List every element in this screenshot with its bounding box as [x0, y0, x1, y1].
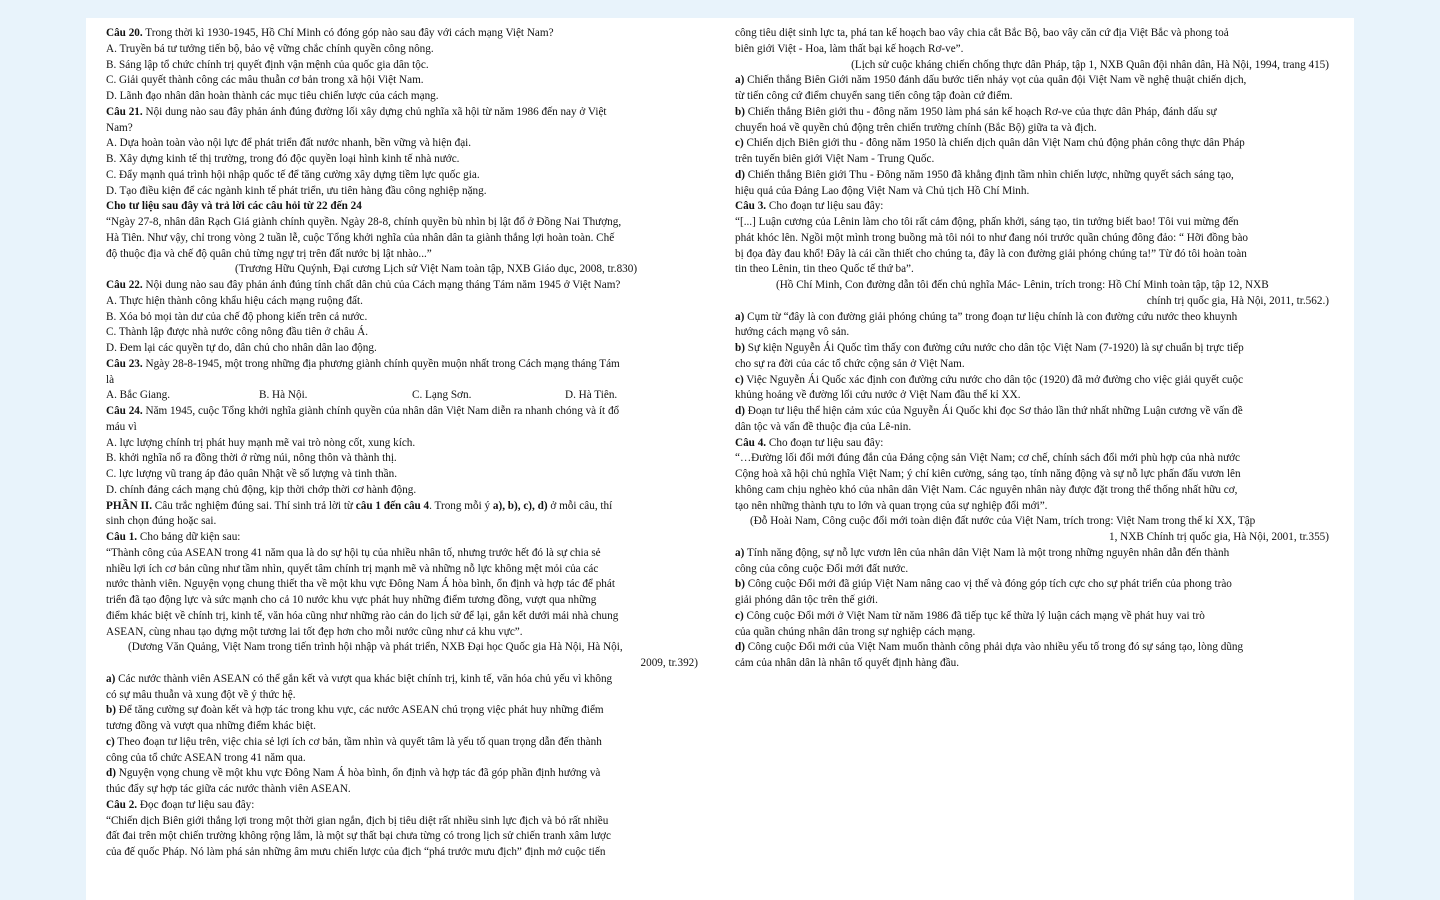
text-line — [106, 215, 698, 231]
option-1: B. Hà Nội. — [259, 389, 308, 402]
question-line — [735, 373, 1329, 389]
line-text: Cộng hoà xã hội chủ nghĩa Việt Nam; ý chí kiên cường, sáng tạo, tính năng động và sự nỗ lực phấn đấu vươn lên — [735, 468, 1241, 480]
question-line — [735, 577, 1329, 593]
answer-options — [106, 388, 698, 404]
line-text: C. Giải quyết thành công các mâu thuẫn cơ bản trong xã hội Việt Nam. — [106, 74, 424, 87]
question-number: Câu 24. — [106, 405, 143, 417]
text-line — [106, 829, 698, 845]
question-number: a) — [106, 672, 116, 685]
text-line — [106, 845, 698, 861]
question-text: Nội dung nào sau đây phản ánh đúng đường lối xây dựng chủ nghĩa xã hội từ năm 1986 đến nay ở Việt — [142, 105, 607, 118]
line-text: hiệu quả của Đảng Lao động Việt Nam và Chủ tịch Hồ Chí Minh. — [735, 184, 1030, 197]
line-text: không cam chịu nghèo khó của nhân dân Việt Nam. Các nguyên nhân này được đặt trong thể thống nhất hữu cơ, — [735, 483, 1238, 496]
question-number: c) — [106, 735, 115, 748]
text-line — [735, 625, 1329, 641]
question-text: Cho đoạn tư liệu sau đây: — [766, 436, 884, 449]
text-line — [735, 467, 1329, 483]
line-text: chuyển hoá về quyền chủ động trên chiến trường chính (Bắc Bộ) giữa ta và địch. — [735, 121, 1097, 134]
text-line — [106, 310, 698, 326]
question-line — [735, 546, 1329, 562]
text-line — [106, 467, 698, 483]
text-line — [735, 215, 1329, 231]
line-text: độ thuộc địa và chế độ quân chủ từng ngự trị trên đất nước bị lật nhào...” — [106, 247, 432, 260]
question-number: b) — [735, 105, 745, 118]
text-line — [106, 294, 698, 310]
question-number: Câu 23. — [106, 357, 143, 370]
line-text: “Ngày 27-8, nhân dân Rạch Giá giành chính quyền. Ngày 28-8, chính quyền bù nhìn bị lật đổ ở Đồng Nai Thượng, — [106, 216, 622, 228]
question-line — [735, 341, 1329, 357]
question-number: d) — [735, 641, 745, 654]
question-number: Câu 1. — [106, 531, 138, 543]
left-column — [106, 26, 698, 861]
line-text: tương đồng và vượt qua những điểm khác biệt. — [106, 720, 316, 732]
question-text: Chiến thắng Biên giới Thu - Đông năm 1950 đã khẳng định tầm nhìn chiến lược, những quyết sách sáng tạo, — [744, 168, 1234, 181]
text-line — [735, 420, 1329, 436]
question-text: Năm 1945, cuộc Tổng khởi nghĩa giành chính quyền của nhân dân Việt Nam diễn ra nhanh chóng và ít đổ — [142, 405, 620, 417]
question-line — [735, 73, 1329, 89]
question-line — [735, 199, 1329, 215]
question-text: Ngày 28-8-1945, một trong những địa phương giành chính quyền muộn nhất trong Cách mạng tháng Tám — [142, 357, 620, 370]
text-line — [106, 625, 698, 641]
part-text: . Trong mỗi ý — [429, 499, 493, 512]
line-text: máu vì — [106, 420, 137, 433]
option-2: C. Lạng Sơn. — [412, 389, 472, 402]
line-text: hướng cách mạng vô sản. — [735, 326, 850, 339]
citation-text: (Trương Hữu Quýnh, Đại cương Lịch sử Việt Nam toàn tập, NXB Giáo dục, 2008, tr.830) — [235, 263, 638, 276]
question-number: Câu 22. — [106, 279, 143, 291]
line-text: cho sự ra đời của các tổ chức cộng sản ở Việt Nam. — [735, 357, 965, 370]
text-line — [106, 499, 698, 515]
line-text: Hà Tiên. Như vậy, chỉ trong vòng 2 tuần lễ, cuộc Tổng khởi nghĩa của nhân dân ta giành thắng lợi hoàn toàn. Chế — [106, 231, 615, 244]
question-text: Công cuộc Đổi mới đã giúp Việt Nam nâng cao vị thế và đóng góp tích cực cho sự phát triển của phong trào — [744, 578, 1232, 591]
text-line — [735, 451, 1329, 467]
text-line — [735, 357, 1329, 373]
question-line — [106, 105, 698, 121]
line-text: thúc đẩy sự hợp tác giữa các nước thành viên ASEAN. — [106, 783, 351, 795]
question-number: Câu 21. — [106, 105, 143, 118]
text-line — [106, 42, 698, 58]
question-line — [735, 168, 1329, 184]
text-line — [106, 247, 698, 263]
text-line — [106, 168, 698, 184]
line-text: cảm của nhân dân là nhân tố quyết định hàng đầu. — [735, 657, 959, 669]
text-line — [106, 121, 698, 137]
part-text: câu 1 đến câu 4 — [355, 499, 430, 512]
text-line — [735, 152, 1329, 168]
question-number: b) — [735, 578, 745, 591]
text-line — [106, 688, 698, 704]
question-line — [106, 798, 698, 814]
text-line — [735, 325, 1329, 341]
line-text: D. Lãnh đạo nhân dân hoàn thành các mục tiêu chiến lược của cách mạng. — [106, 90, 439, 102]
question-number: Câu 4. — [735, 436, 767, 449]
question-line — [735, 310, 1329, 326]
text-line — [106, 751, 698, 767]
question-line — [106, 672, 698, 688]
line-text: điểm khác biệt về chính trị, kinh tế, văn hóa cũng như những rào cản do lịch sử để lại, gắn kết dưới mái nhà chung — [106, 609, 619, 622]
citation-text: (Dương Văn Quảng, Việt Nam trong tiến trình hội nhập và phát triển, NXB Đại học Quốc gia Hà Nội, Hà Nội, — [128, 641, 623, 654]
text-line — [735, 58, 1329, 74]
line-text: A. Thực hiện thành công khẩu hiệu cách mạng ruộng đất. — [106, 294, 363, 307]
line-text: công tiêu diệt sinh lực ta, phá tan kế hoạch bao vây chia cắt Bắc Bộ, bao vây căn cứ địa Việt Bắc và phong toả — [735, 27, 1229, 39]
line-text: ASEAN, cùng nhau tạo dựng một tương lai tốt đẹp hơn cho mỗi nước cũng như cả khu vực”. — [106, 625, 523, 638]
text-line — [735, 530, 1329, 546]
text-line — [106, 73, 698, 89]
section-heading — [106, 199, 698, 215]
text-line — [106, 451, 698, 467]
part-text: a), b), c), d) — [492, 499, 548, 512]
line-text: Nam? — [106, 121, 133, 134]
question-number: b) — [106, 704, 116, 717]
line-text: “[...] Luận cương của Lênin làm cho tôi rất cảm động, phấn khởi, sáng tạo, tin tưởng biết bao! Tôi vui mừng đến — [735, 216, 1239, 228]
question-text: Việc Nguyễn Ái Quốc xác định con đường cứu nước cho dân tộc (1920) đã mở đường cho việc giải quyết cuộc — [743, 373, 1244, 386]
question-line — [106, 766, 698, 782]
line-text: A. Truyền bá tư tưởng tiến bộ, bảo vệ vững chắc chính quyền công nông. — [106, 42, 434, 55]
text-line — [735, 499, 1329, 515]
text-line — [106, 420, 698, 436]
line-text: của đế quốc Pháp. Nó làm phá sản những âm mưu chiến lược của địch “phá trước mưu địch” định mở cuộc tiến — [106, 846, 606, 858]
text-line — [106, 656, 698, 672]
question-number: a) — [735, 74, 745, 87]
text-line — [735, 483, 1329, 499]
line-text: tin theo Lênin, tin theo Quốc tế thứ ba”. — [735, 263, 914, 276]
text-line — [735, 388, 1329, 404]
text-line — [735, 121, 1329, 137]
line-text: công của tổ chức ASEAN trong 41 năm qua. — [106, 751, 306, 764]
line-text: B. Xây dựng kinh tế thị trường, trong đó độc quyền loại hình kinh tế nhà nước. — [106, 153, 460, 165]
line-text: sinh chọn đúng hoặc sai. — [106, 515, 217, 528]
text-line — [735, 184, 1329, 200]
text-line — [735, 247, 1329, 263]
line-text: D. chính đảng cách mạng chủ động, kịp thời chớp thời cơ hành động. — [106, 483, 417, 496]
line-text: B. khởi nghĩa nổ ra đồng thời ở rừng núi, nông thôn và thành thị. — [106, 452, 397, 465]
question-number: c) — [735, 373, 744, 386]
question-number: Câu 3. — [735, 200, 767, 213]
line-text: từ tiến công cứ điểm chuyển sang tiến công tập đoàn cứ điểm. — [735, 90, 1013, 102]
line-text: bị đọa đày đau khổ! Đây là cái cần thiết cho chúng ta, đây là con đường giải phóng chúng ta!” Từ đó tôi hoàn toàn — [735, 247, 1247, 260]
question-line — [735, 640, 1329, 656]
question-line — [106, 278, 698, 294]
question-text: Cho đoạn tư liệu sau đây: — [766, 200, 884, 213]
part-text: PHẦN II. — [106, 499, 152, 512]
text-line — [106, 609, 698, 625]
question-text: Để tăng cường sự đoàn kết và hợp tác trong khu vực, các nước ASEAN chú trọng việc phát huy những điểm — [115, 704, 604, 717]
citation-text: (Hồ Chí Minh, Con đường dẫn tôi đến chủ nghĩa Mác- Lênin, trích trong: Hồ Chí Minh toàn tập, tập 12, NXB — [776, 279, 1269, 291]
citation-text: (Đỗ Hoài Nam, Công cuộc đổi mới toàn diện đất nước của Việt Nam, trích trong: Việt Nam trong thế kỉ XX, Tập — [750, 515, 1256, 528]
line-text: dân tộc và vấn đề thuộc địa của Lê-nin. — [735, 420, 912, 433]
question-text: Cụm từ “đây là con đường giải phóng chúng ta” trong đoạn tư liệu chính là con đường cứu nước theo khuynh — [744, 310, 1238, 323]
text-line — [106, 562, 698, 578]
line-text: đất đai trên một chiến trường không rộng lắm, là một sự thất bại chưa từng có trong lịch sử chiến tranh xâm lược — [106, 830, 611, 843]
line-text: “…Đường lối đổi mới đúng đắn của Đảng cộng sản Việt Nam; cơ chế, chính sách đổi mới phù hợp của nhà nước — [735, 452, 1241, 465]
question-number: Câu 2. — [106, 798, 138, 811]
question-text: Theo đoạn tư liệu trên, việc chia sẻ lợi ích cơ bản, tầm nhìn và quyết tâm là yếu tố quan trọng dẫn đến thành — [114, 735, 602, 748]
question-line — [735, 105, 1329, 121]
question-number: c) — [735, 609, 744, 622]
line-text: của quần chúng nhân dân trong sự nghiệp cách mạng. — [735, 625, 976, 638]
line-text: nước thành viên. Nguyện vọng chung thiết tha về một khu vực Đông Nam Á hòa bình, ổn định và hợp tác để phát — [106, 578, 615, 591]
option-0: A. Bắc Giang. — [106, 389, 171, 402]
question-text: Cho bảng dữ kiện sau: — [137, 531, 241, 543]
citation-text: (Lịch sử cuộc kháng chiến chống thực dân Pháp, tập 1, NXB Quân đội nhân dân, Hà Nội, 1994, trang 415) — [851, 58, 1329, 71]
question-text: Đọc đoạn tư liệu sau đây: — [137, 798, 255, 811]
line-text: C. Đẩy mạnh quá trình hội nhập quốc tế để tăng cường xây dựng tiềm lực quốc gia. — [106, 168, 480, 181]
line-text: tạo nên những thành tựu to lớn và quan trọng của sự nghiệp đổi mới”. — [735, 499, 1048, 512]
line-text: A. lực lượng chính trị phát huy mạnh mẽ vai trò nòng cốt, xung kích. — [106, 436, 416, 449]
question-text: Công cuộc Đổi mới của Việt Nam muốn thành công phải dựa vào nhiều yếu tố trong đó sự sáng tạo, lòng dũng — [744, 641, 1244, 654]
text-line — [106, 640, 698, 656]
line-text: nhiều lợi ích cơ bản cũng như tầm nhìn, quyết tâm chính trị mạnh mẽ và những nỗ lực không mệt mỏi của các — [106, 562, 599, 575]
text-line — [106, 136, 698, 152]
question-text: Nội dung nào sau đây phản ánh đúng tính chất dân chủ của Cách mạng tháng Tám năm 1945 ở Việt Nam? — [142, 279, 621, 291]
question-number: d) — [735, 405, 745, 417]
line-text: D. Tạo điều kiện để các ngành kinh tế phát triển, ưu tiên hàng đầu công nghiệp nặng. — [106, 184, 487, 197]
line-text: C. lực lượng vũ trang áp đảo quân Nhật về số lượng và tinh thần. — [106, 468, 398, 480]
text-line — [106, 325, 698, 341]
text-line — [106, 373, 698, 389]
text-line — [735, 231, 1329, 247]
part-text: ở mỗi câu, thí — [547, 499, 613, 512]
citation-text: 1, NXB Chính trị quốc gia, Hà Nội, 2001, tr.355) — [1108, 531, 1329, 543]
question-line — [106, 703, 698, 719]
text-line — [106, 546, 698, 562]
heading-text: Cho tư liệu sau đây và trả lời các câu hỏi từ 22 đến 24 — [106, 200, 362, 213]
line-text: công của công cuộc Đổi mới đất nước. — [735, 562, 909, 575]
question-line — [735, 436, 1329, 452]
question-text: Nguyện vọng chung về một khu vực Đông Nam Á hòa bình, ổn định và hợp tác đã góp phần định hướng và — [115, 767, 601, 780]
question-text: Chiến thắng Biên giới thu - đông năm 1950 làm phá sản kế hoạch Rơ-ve của thực dân Pháp, đánh dấu sự — [744, 105, 1217, 118]
line-text: giải phóng dân tộc trên thế giới. — [735, 594, 878, 606]
text-line — [735, 42, 1329, 58]
text-line — [735, 294, 1329, 310]
text-line — [106, 782, 698, 798]
question-line — [106, 357, 698, 373]
text-line — [106, 483, 698, 499]
line-text: A. Dựa hoàn toàn vào nội lực để phát triển đất nước nhanh, bền vững và hiện đại. — [106, 137, 472, 150]
question-text: Chiến dịch Biên giới thu - đông năm 1950 là chiến dịch quân dân Việt Nam chủ động phản công thực dân Pháp — [743, 137, 1245, 150]
line-text: triển đã tạo động lực và sức mạnh cho cả 10 nước khu vực phát huy những điểm tương đồng, vượt qua những — [106, 594, 597, 606]
question-number: a) — [735, 310, 745, 323]
text-line — [735, 656, 1329, 672]
line-text: B. Sáng lập tổ chức chính trị quyết định vận mệnh của quốc gia dân tộc. — [106, 58, 429, 71]
document-page — [86, 18, 1354, 900]
line-text: B. Xóa bỏ mọi tàn dư của chế độ phong kiến trên cả nước. — [106, 310, 368, 323]
line-text: trên tuyến biên giới Việt Nam - Trung Quốc. — [735, 153, 935, 165]
line-text: “Chiến dịch Biên giới thắng lợi trong một thời gian ngắn, địch bị tiêu diệt rất nhiều sinh lực địch và bỏ rất nhiều — [106, 814, 609, 827]
option-3: D. Hà Tiên. — [565, 389, 618, 402]
question-text: Chiến thắng Biên Giới năm 1950 đánh dấu bước tiến nhảy vọt của quân đội Việt Nam về nghệ thuật chiến dịch, — [744, 74, 1247, 87]
text-line — [106, 514, 698, 530]
text-line — [106, 231, 698, 247]
question-line — [106, 735, 698, 751]
question-number: a) — [735, 546, 745, 559]
text-line — [106, 593, 698, 609]
text-line — [106, 719, 698, 735]
question-text: Trong thời kì 1930-1945, Hồ Chí Minh có đóng góp nào sau đây với cách mạng Việt Nam? — [142, 27, 554, 39]
line-text: biên giới Việt - Hoa, làm thất bại kế hoạch Rơ-ve”. — [735, 42, 964, 55]
question-text: Sự kiện Nguyễn Ái Quốc tìm thấy con đường cứu nước cho dân tộc Việt Nam (7-1920) là sự chuẩn bị trực tiếp — [744, 342, 1244, 354]
text-line — [735, 278, 1329, 294]
line-text: C. Thành lập được nhà nước công nông đầu tiên ở châu Á. — [106, 326, 369, 339]
citation-text: chính trị quốc gia, Hà Nội, 2011, tr.562.) — [1146, 294, 1329, 307]
text-line — [106, 814, 698, 830]
text-line — [735, 262, 1329, 278]
question-text: Đoạn tư liệu thể hiện cảm xúc của Nguyễn Ái Quốc khi đọc Sơ thảo lần thứ nhất những Luận cương về vấn đề — [744, 405, 1243, 417]
question-number: b) — [735, 342, 745, 354]
question-line — [106, 26, 698, 42]
text-line — [106, 436, 698, 452]
question-text: Tính năng động, sự nỗ lực vươn lên của nhân dân Việt Nam là một trong những nguyên nhân dẫn đến thành — [744, 546, 1230, 559]
line-text: D. Đem lại các quyền tự do, dân chủ cho nhân dân lao động. — [106, 342, 377, 354]
question-number: c) — [735, 137, 744, 150]
question-number: Câu 20. — [106, 27, 143, 39]
question-text: Công cuộc Đổi mới ở Việt Nam từ năm 1986 đã tiếp tục kế thừa lý luận cách mạng về phát huy vai trò — [743, 609, 1205, 622]
text-line — [106, 577, 698, 593]
line-text: có sự mâu thuẫn và xung đột về ý thức hệ. — [106, 688, 296, 701]
question-line — [735, 136, 1329, 152]
text-line — [106, 262, 698, 278]
text-line — [735, 593, 1329, 609]
line-text: “Thành công của ASEAN trong 41 năm qua là do sự hội tụ của nhiều nhân tố, nhưng trước hết đó là sự chia sẻ — [106, 546, 601, 559]
text-line — [735, 26, 1329, 42]
question-line — [735, 609, 1329, 625]
right-column — [735, 26, 1329, 672]
question-line — [735, 404, 1329, 420]
question-line — [106, 530, 698, 546]
text-line — [106, 89, 698, 105]
question-number: d) — [735, 168, 745, 181]
text-line — [106, 152, 698, 168]
line-text: khủng hoảng về đường lối cứu nước ở Việt Nam đầu thế kỉ XX. — [735, 389, 1021, 402]
text-line — [735, 562, 1329, 578]
text-line — [735, 514, 1329, 530]
line-text: phát khóc lên. Ngồi một mình trong buồng mà tôi nói to như đang nói trước quần chúng đông đảo: “ Hỡi đồng bào — [735, 231, 1249, 244]
citation-text: 2009, tr.392) — [640, 657, 698, 669]
question-line — [106, 404, 698, 420]
line-text: là — [106, 373, 115, 386]
text-line — [106, 58, 698, 74]
question-number: d) — [106, 767, 116, 780]
text-line — [106, 341, 698, 357]
question-text: Các nước thành viên ASEAN có thể gắn kết và vượt qua khác biệt chính trị, kinh tế, văn hóa chủ yếu vì không — [115, 672, 613, 685]
text-line — [106, 184, 698, 200]
part-text: Câu trắc nghiệm đúng sai. Thí sinh trả lời từ — [152, 499, 356, 512]
text-line — [735, 89, 1329, 105]
